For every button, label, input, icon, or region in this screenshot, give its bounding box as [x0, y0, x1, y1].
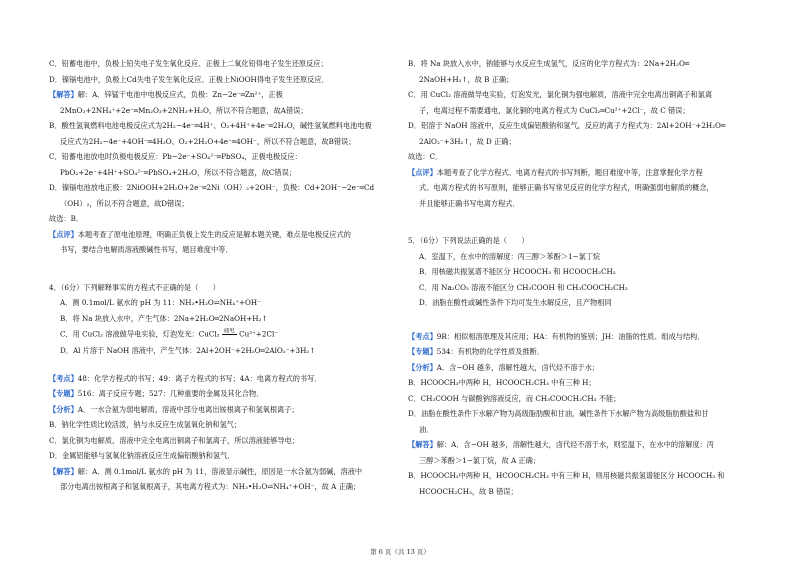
line-text: 解：A．测 0.1mol/L 氨水的 pH 为 11，溶液显示碱性，原因是一水合氨为弱碱，溶液中 — [77, 466, 363, 476]
text-line — [408, 408, 753, 420]
right-column — [408, 58, 753, 501]
text-line — [49, 435, 379, 447]
text-line — [49, 229, 379, 241]
line-text: PbO₂+2e⁻+4H⁺+SO₄²⁻═PbSO₄+2H₂O，所以不符合题意，故C错误； — [60, 167, 296, 177]
question-5-option-b: B．用核磁共振氢谱不能区分 HCOOCH₃ 和 HCOOCH₂CH₃ — [419, 267, 616, 276]
line-text: 516：离子反应专题；527：几种重要的金属及其化合物． — [77, 389, 264, 398]
line-text: HCOOCH₂CH₃，故 B 错误； — [419, 486, 518, 496]
text-line — [408, 89, 753, 101]
text-line — [49, 120, 379, 132]
q5-analysis — [408, 331, 753, 502]
text-line — [49, 89, 379, 101]
line-text: 解：A．锌锰干电池中电极反应式，负极：Zn−2e⁻═Zn²⁺，正极 — [77, 90, 283, 99]
text-line — [49, 198, 379, 210]
text-line — [49, 151, 379, 163]
left-column — [49, 58, 379, 497]
question-4-option-c-products: Cu²⁺+2Cl⁻ — [239, 329, 279, 339]
line-text: D．油脂在酸性条件下水解产物为高级脂肪酸和甘油，碱性条件下水解产物为高级脂肪酸盐和甘 — [408, 409, 709, 418]
text-line — [49, 388, 379, 400]
text-line — [408, 182, 753, 194]
page-footer: 第 6 页（共 13 页） — [370, 548, 430, 556]
section-tag: 【考点】 — [49, 373, 78, 383]
text-line — [49, 373, 379, 385]
line-text: C．铅蓄电池中，负极上铅失电子发生氧化反应、正极上二氧化铅得电子发生还原反应； — [49, 59, 328, 68]
question-4-option-a: A．测 0.1mol/L 氨水的 pH 为 11：NH₃•H₂O⇌NH₄⁺+OH⁻ — [60, 298, 261, 307]
text-line — [408, 455, 753, 467]
section-tag: 【解答】 — [49, 90, 78, 99]
section-tag: 【解答】 — [49, 466, 78, 476]
line-text: A．一水合氨为弱电解质，溶液中部分电离出铵根离子和氢氧根离子； — [77, 404, 299, 414]
line-text: C．铅蓄电池放电时负极电极反应：Pb−2e⁻+SO₄²⁻═PbSO₄，正极电极反应： — [49, 152, 302, 161]
line-text: 2MnO₂+2NH₄⁺+2e⁻═Mn₂O₃+2NH₃+H₂O，所以不符合题意，故A错误； — [60, 105, 308, 115]
text-line — [49, 182, 379, 194]
line-text: 9R：相似相溶原理及其应用；HA：有机物的鉴别；JH：油脂的性质、组成与结构． — [436, 331, 705, 341]
text-line — [408, 424, 753, 436]
line-text: 油． — [419, 424, 434, 434]
text-line — [408, 136, 753, 148]
q4-answer-continued — [408, 58, 753, 213]
line-text: 三醇＞苯酚＞1−氯丁烷，故 A 正确； — [419, 455, 540, 465]
text-line — [49, 466, 379, 478]
line-text: 534：有机物的化学性质及推断． — [436, 347, 544, 356]
line-text: B．HCOOCH₃中两种 H，HCOOCH₂CH₃ 中有三种 H，则用核磁共振氢谱能区分 HCOOCH₃ 和 — [408, 471, 725, 480]
question-5-stem: 5．（6分）下列说法正确的是（ ） — [408, 236, 529, 245]
line-text: 2AlO₂⁻+3H₂↑，故 D 正确； — [419, 136, 516, 146]
text-line — [49, 419, 379, 431]
text-line — [49, 74, 379, 86]
text-line — [408, 198, 753, 210]
line-text: D．镍镉电池放电正极：2NiOOH+2H₂O+2e⁻═2Ni（OH）₂+2OH⁻，负极：Cd+2OH⁻−2e⁻═Cd — [49, 183, 375, 192]
text-line — [408, 58, 753, 70]
text-line — [408, 393, 753, 405]
text-line — [408, 151, 753, 163]
line-text: 反应式为2H₂−4e⁻+4OH⁻═4H₂O、O₂+2H₂O+4e⁻═4OH⁻，所以不符合题意，故B错误； — [60, 136, 356, 146]
text-line — [408, 439, 753, 451]
text-line — [49, 481, 379, 493]
line-text: B．酸性氢氧燃料电池电极反应式为2H₂−4e⁻═4H⁺、O₂+4H⁺+4e⁻═2H₂O，碱性氢氧燃料电池电极 — [49, 121, 372, 130]
line-text: B．HCOOCH₃中两种 H，HCOOCH₂CH₃ 中有三种 H； — [408, 378, 596, 387]
question-5-option-d: D．油脂在酸性或碱性条件下均可发生水解反应，且产物相同 — [419, 298, 612, 307]
section-tag: 【专题】 — [408, 347, 437, 356]
section-tag: 【点评】 — [49, 229, 78, 239]
question-4 — [49, 282, 379, 357]
line-text: 书写，要结合电解质溶液酸碱性书写，题目难度中等． — [60, 245, 233, 254]
text-line — [408, 120, 753, 132]
line-text: 解：A．含−OH 越多，溶解性越大，卤代烃不溶于水，则室温下，在水中的溶解度：丙 — [436, 440, 714, 449]
line-text: 并且能够正确书写电离方程式． — [419, 198, 520, 208]
q3-answer-continued — [49, 58, 379, 260]
section-tag: 【分析】 — [49, 404, 78, 414]
line-text: 2NaOH+H₂↑，故 B 正确； — [419, 74, 514, 84]
line-text: （OH）₂，所以不符合题意，故D错误； — [60, 198, 189, 208]
section-tag: 【解答】 — [408, 440, 437, 449]
text-line — [408, 377, 753, 389]
section-tag: 【点评】 — [408, 167, 437, 177]
line-text: C．用 CuCl₂ 溶液做导电实验，灯泡发光，氯化铜为强电解质，溶液中完全电离出铜离子和氯离 — [408, 90, 713, 99]
question-4-option-c-text: C．用 CuCl₂ 溶液做导电实验，灯泡发光：CuCl₂ — [60, 329, 220, 339]
line-text: C．氯化铜为电解质，溶液中完全电离出铜离子和氯离子，所以溶液能够导电； — [49, 435, 299, 445]
question-4-option-c — [49, 328, 379, 341]
line-text: B．钠化学性质比较活泼，钠与水反应生成氢氧化钠和氢气； — [49, 420, 242, 429]
question-5-option-a: A．室温下，在水中的溶解度：丙三醇＞苯酚＞1−氯丁烷 — [419, 251, 601, 261]
text-line — [408, 74, 753, 86]
section-tag: 【专题】 — [49, 389, 78, 398]
text-line — [49, 213, 379, 225]
text-line — [49, 136, 379, 148]
text-line — [49, 244, 379, 256]
text-line — [408, 167, 753, 179]
question-4-option-d: D．Al 片溶于 NaOH 溶液中，产生气体：2Al+2OH⁻+2H₂O═2AlO₂⁻+3H₂↑ — [60, 346, 316, 355]
section-tag: 【考点】 — [408, 331, 437, 341]
line-text: 本题考查了原电池原理，明确正负极上发生的反应是解本题关键，难点是电极反应式的 — [77, 229, 351, 239]
q4-analysis — [49, 373, 379, 497]
text-line — [49, 105, 379, 117]
line-text: 子，电离过程不需要通电，氯化铜的电离方程式为 CuCl₂═Cu²⁺+2Cl⁻，故 C 错误； — [419, 105, 690, 115]
line-text: C．CH₃COOH 与碳酸钠溶液反应，而 CH₃COOCH₂CH₃ 不能； — [408, 393, 621, 403]
line-text: 故选：B． — [49, 214, 84, 223]
text-line — [49, 404, 379, 416]
electrolysis-condition: 通电 — [223, 328, 235, 334]
question-5 — [408, 235, 753, 309]
line-text: 本题考查了化学方程式、电离方程式的书写判断，题目难度中等，注意掌握化学方程 — [436, 167, 703, 177]
line-text: D．铝溶于 NaOH 溶液中，反应生成偏铝酸钠和氢气，反应的离子方程式为：2Al+2OH⁻+2H₂O═ — [408, 121, 726, 130]
line-text: D．镍镉电池中，负极上Cd失电子发生氧化反应、正极上NiOOH得电子发生还原反应． — [49, 74, 329, 84]
text-line — [49, 167, 379, 179]
text-line — [408, 105, 753, 117]
question-5-option-c: C．用 Na₂CO₃ 溶液不能区分 CH₃COOH 和 CH₃COOCH₂CH₃ — [419, 282, 628, 292]
text-line — [408, 486, 753, 498]
line-text: 式、电离方程式的书写原则，能够正确书写常见反应的化学方程式，明确强弱电解质的概念， — [419, 183, 714, 192]
line-text: A．含−OH 越多，溶解性越大，卤代烃不溶于水； — [436, 362, 599, 372]
text-line — [408, 362, 753, 374]
text-line — [408, 331, 753, 343]
line-text: 部分电离出铵根离子和氢氧根离子，其电离方程式为：NH₃•H₂O⇌NH₄⁺+OH⁻，故 A 正确； — [60, 482, 361, 491]
text-line — [408, 346, 753, 358]
line-text: D．金属铝能够与氢氧化钠溶液反应生成偏铝酸钠和氢气． — [49, 451, 235, 460]
text-line — [49, 450, 379, 462]
line-text: B．将 Na 块放入水中，钠能够与水反应生成氢气，反应的化学方程式为：2Na+2H₂O═ — [408, 59, 690, 68]
line-text: 故选：C． — [408, 152, 443, 161]
text-line — [49, 58, 379, 70]
electrolysis-arrow — [222, 328, 237, 341]
line-text: 48：化学方程式的书写；49：离子方程式的书写；4A：电离方程式的书写． — [77, 373, 322, 383]
question-4-option-b: B．将 Na 块放入水中，产生气体：2Na+2H₂O═2NaOH+H₂↑ — [60, 313, 268, 323]
text-line — [408, 470, 753, 482]
section-tag: 【分析】 — [408, 362, 437, 372]
question-4-stem: 4．（6分）下列解释事实的方程式不正确的是（ ） — [49, 282, 220, 292]
